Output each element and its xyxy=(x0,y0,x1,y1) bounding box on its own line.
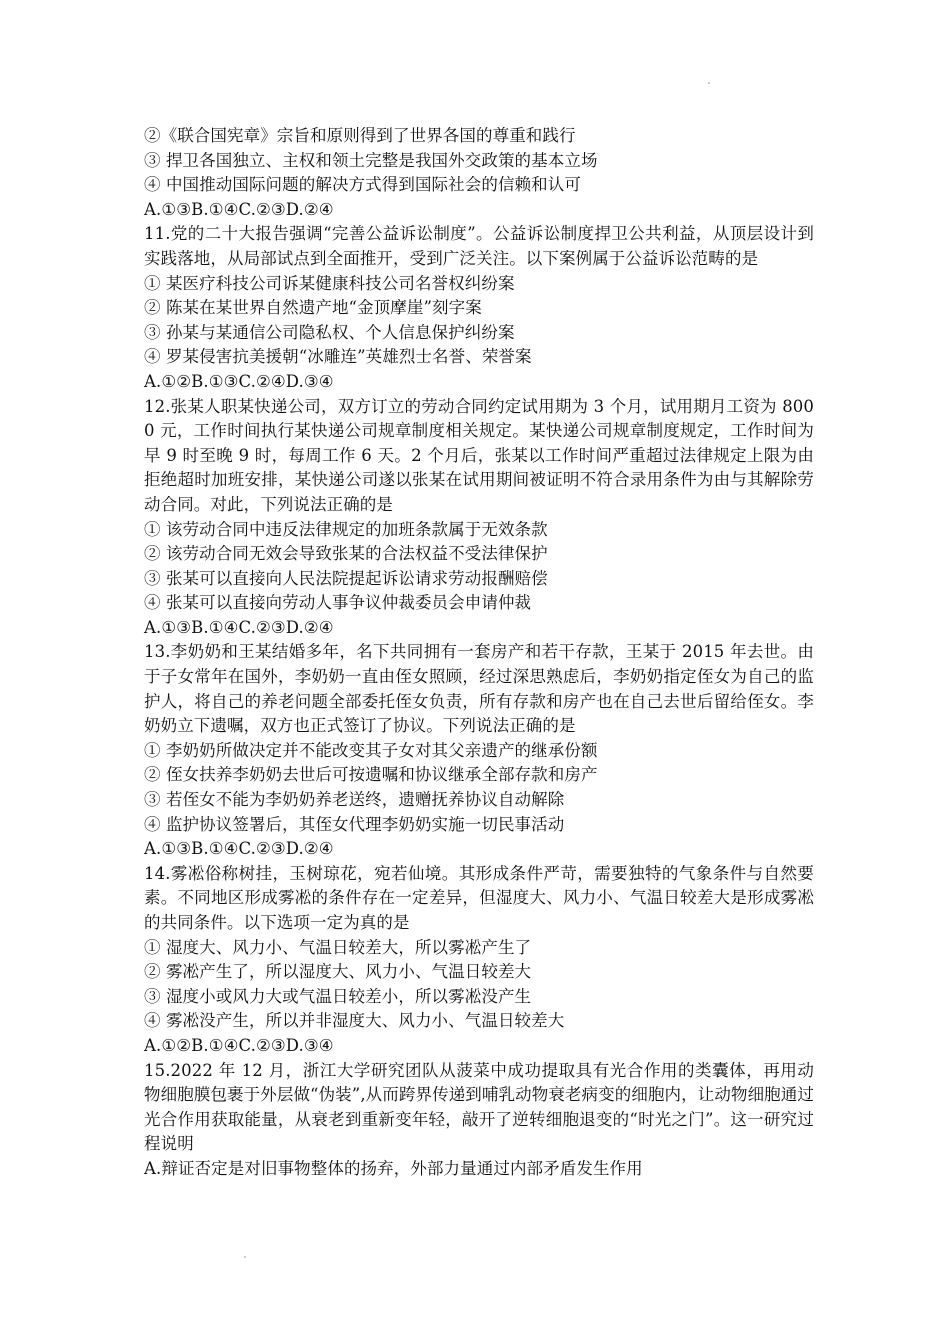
question-11 xyxy=(144,222,814,394)
question-15 xyxy=(144,1059,814,1182)
q13-option-3: ③ 若侄女不能为李奶奶养老送终，遗赠抚养协议自动解除 xyxy=(144,790,565,810)
q11-option-3: ③ 孙某与某通信公司隐私权、个人信息保护纠纷案 xyxy=(144,322,515,342)
q13-option-2: ② 侄女扶养李奶奶去世后可按遗嘱和协议继承全部存款和房产 xyxy=(144,765,598,785)
q14-option-1: ① 湿度大、风力小、气温日较差大，所以雾凇产生了 xyxy=(144,937,532,957)
q14-answer-choices: A.①②B.①④C.②③D.③④ xyxy=(144,1035,334,1055)
scan-speck xyxy=(244,1256,246,1258)
q15-stem: 15.2022 年 12 月，浙江大学研究团队从菠菜中成功提取具有光合作用的类囊体，再用动物细胞膜包裹于外层做“伪装”,从而跨界传递到哺乳动物衰老病变的细胞内，让动物细胞通过光合作用获取能量，从衰老到重新变年轻，敲开了逆转细胞退变的“时光之门”。这一研究过程说明 xyxy=(144,1060,814,1154)
q10-answer-choices: A.①③B.①④C.②③D.②④ xyxy=(144,199,334,219)
q10-option-2: ②《联合国宪章》宗旨和原则得到了世界各国的尊重和践行 xyxy=(144,126,576,145)
document-body xyxy=(144,124,814,1182)
q12-option-4: ④ 张某可以直接向劳动人事争议仲裁委员会申请仲裁 xyxy=(144,593,532,613)
q11-option-4: ④ 罗某侵害抗美援朝“冰雕连”英雄烈士名誉、荣誉案 xyxy=(144,347,532,367)
question-13 xyxy=(144,640,814,861)
q15-option-a: A.辩证否定是对旧事物整体的扬弃，外部力量通过内部矛盾发生作用 xyxy=(144,1158,643,1178)
q13-answer-choices: A.①③B.①④C.②③D.②④ xyxy=(144,839,334,859)
q11-answer-choices: A.①②B.①③C.②④D.③④ xyxy=(144,371,334,391)
q11-stem: 11.党的二十大报告强调“完善公益诉讼制度”。公益诉讼制度捍卫公共利益，从顶层设计到实践落地，从局部试点到全面推开，受到广泛关注。以下案例属于公益诉讼范畴的是 xyxy=(144,224,814,268)
q10-option-3: ③ 捍卫各国独立、主权和领土完整是我国外交政策的基本立场 xyxy=(144,150,598,170)
q13-option-4: ④ 监护协议签署后，其侄女代理李奶奶实施一切民事活动 xyxy=(144,814,565,834)
q14-option-3: ③ 湿度小或风力大或气温日较差小，所以雾凇没产生 xyxy=(144,986,532,1006)
q13-stem: 13.李奶奶和王某结婚多年，名下共同拥有一套房产和若干存款，王某于 2015 年去世。由于子女常年在国外，李奶奶一直由侄女照顾，经过深思熟虑后，李奶奶指定侄女为自己的监护人，将自己的养老问题全部委托侄女负责，所有存款和房产也在自己去世后留给侄女。李奶奶立下遗嘱，双方也正式签订了协议。下列说法正确的是 xyxy=(144,642,814,736)
question-10-options xyxy=(144,124,814,222)
q14-stem: 14.雾凇俗称树挂，玉树琼花，宛若仙境。其形成条件严苛，需要独特的气象条件与自然要素。不同地区形成雾凇的条件存在一定差异，但湿度大、风力小、气温日较差大是形成雾凇的共同条件。以下选项一定为真的是 xyxy=(144,863,814,932)
q13-option-1: ① 李奶奶所做决定并不能改变其子女对其父亲遗产的继承份额 xyxy=(144,740,598,760)
question-14 xyxy=(144,862,814,1059)
question-12 xyxy=(144,395,814,641)
q12-answer-choices: A.①③B.①④C.②③D.②④ xyxy=(144,617,334,637)
q11-option-1: ① 某医疗科技公司诉某健康科技公司名誉权纠纷案 xyxy=(144,273,515,293)
q12-option-2: ② 该劳动合同无效会导致张某的合法权益不受法律保护 xyxy=(144,544,548,564)
q12-option-1: ① 该劳动合同中违反法律规定的加班条款属于无效条款 xyxy=(144,519,548,539)
q14-option-2: ② 雾凇产生了，所以湿度大、风力小、气温日较差大 xyxy=(144,962,532,982)
q14-option-4: ④ 雾凇没产生，所以并非湿度大、风力小、气温日较差大 xyxy=(144,1011,565,1031)
q12-option-3: ③ 张某可以直接向人民法院提起诉讼请求劳动报酬赔偿 xyxy=(144,568,548,588)
q10-option-4: ④ 中国推动国际问题的解决方式得到国际社会的信赖和认可 xyxy=(144,175,581,195)
scan-speck xyxy=(708,82,710,84)
q12-stem: 12.张某人职某快递公司，双方订立的劳动合同约定试用期为 3 个月，试用期月工资为 8000 元，工作时间执行某快递公司规章制度相关规定。某快递公司规章制度规定，工作时间为早 9 时至晚 9 时，每周工作 6 天。2 个月后，张某以工作时间严重超过法律规定上限为由拒绝超时加班安排，某快递公司遂以张某在试用期间被证明不符合录用条件为由与其解除劳动合同。对此，下列说法正确的是 xyxy=(144,396,814,514)
q11-option-2: ② 陈某在某世界自然遗产地“金顶摩崖”刻字案 xyxy=(144,298,482,318)
